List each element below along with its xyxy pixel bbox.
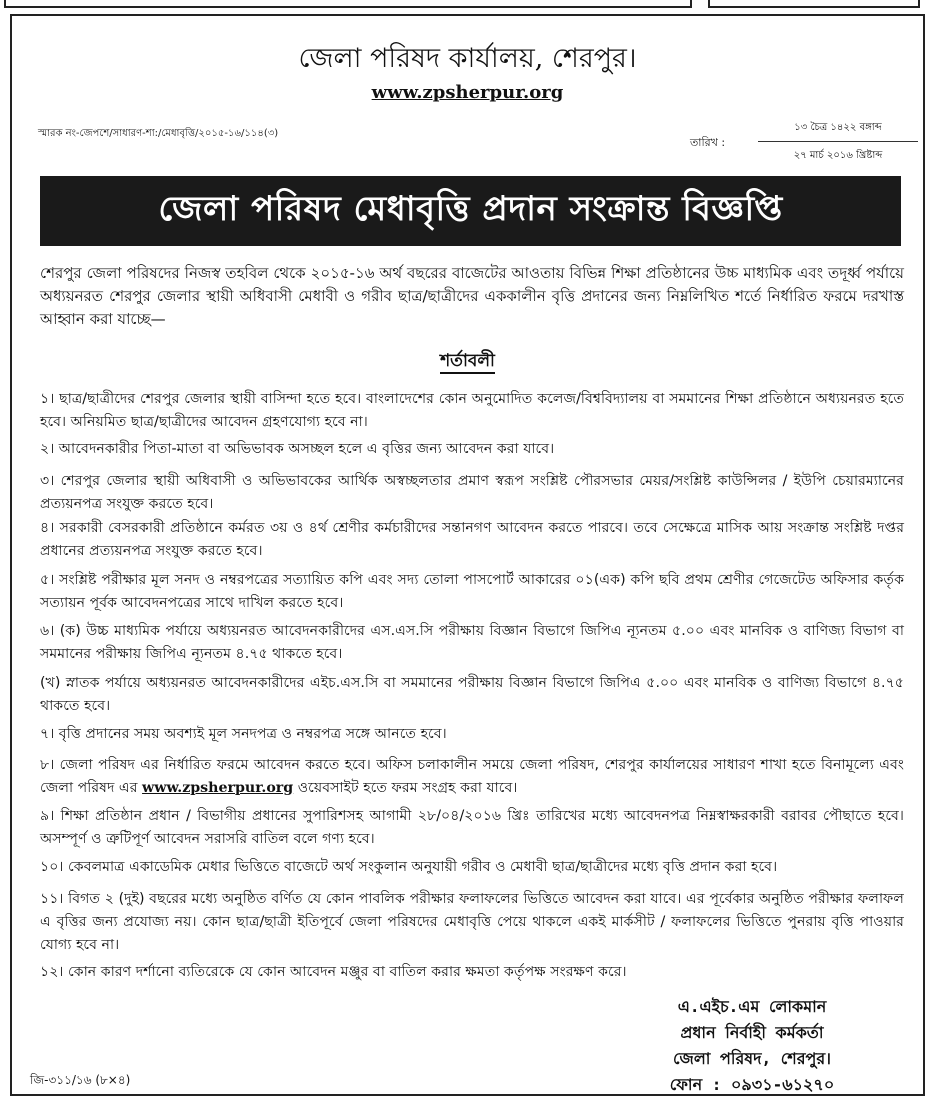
top-edge-strip	[0, 0, 939, 14]
condition-3: ৩। শেরপুর জেলার স্থায়ী অধিবাসী ও অভিভাবকের আর্থিক অস্বচ্ছলতার প্রমাণ স্বরূপ সংশ্লিষ্ট পৌরসভার মেয়র/সংশ্লিষ্ট কাউন্সিলর / ইউপি চেয়ারম্যানের প্রত্যয়নপত্র সংযুক্ত করতে হবে।	[40, 473, 904, 512]
condition-5: ৫। সংশ্লিষ্ট পরীক্ষার মূল সনদ ও নম্বরপত্রের সত্যায়িত কপি এবং সদ্য তোলা পাসপোর্ট আকারের ০১(এক) কপি ছবি প্রথম শ্রেণীর গেজেটেড অফিসার কর্তৃক সত্যায়ন পূর্বক আবেদনপত্রের সাথে দাখিল করতে হবে।	[40, 572, 904, 611]
condition-12: ১২। কোন কারণ দর্শানো ব্যতিরেকে যে কোন আবেদন মঞ্জুর বা বাতিল করার ক্ষমতা কর্তৃপক্ষ সংরক্ষণ করে।	[40, 964, 627, 980]
condition-10: ১০। কেবলমাত্র একাডেমিক মেধার ভিত্তিতে বাজেটে অর্থ সংকুলান অনুযায়ী গরীব ও মেধাবী ছাত্র/ছাত্রীদের মধ্যে বৃত্তি প্রদান করা হবে।	[40, 859, 778, 875]
date-bangla: ১৩ চৈত্র ১৪২২ বঙ্গাব্দ	[758, 120, 918, 142]
condition-8-text: ৮। জেলা পরিষদ এর নির্ধারিত ফরমে আবেদন করতে হবে। অফিস চলাকালীন সময়ে জেলা পরিষদ, শেরপুর কার্যালয়ের সাধারণ শাখা হতে বিনামূল্যে এবং জেলা পরিষদ এর	[40, 757, 904, 796]
date-label: তারিখ :	[690, 136, 726, 149]
condition-11: ১১। বিগত ২ (দুই) বছরের মধ্যে অনুষ্ঠিত বর্ণিত যে কোন পাবলিক পরীক্ষার ফলাফলের ভিত্তিতে আবেদন করা যাবে। এর পূর্বেকার অনুষ্ঠিত পরীক্ষার ফলাফল এ বৃত্তির জন্য প্রযোজ্য নয়। কোন ছাত্র/ছাত্রী ইতিপূর্বে জেলা পরিষদের মেধাবৃত্তি পেয়ে থাকলে একই মার্কসীট / ফলাফলের ভিত্তিতে পুনরায় বৃত্তি পাওয়ার যোগ্য হবে না।	[40, 891, 904, 953]
signatory-designation: প্রধান নির্বাহী কর্মকর্তা	[680, 1023, 824, 1042]
condition-4: ৪। সরকারী বেসরকারী প্রতিষ্ঠানে কর্মরত ৩য় ও ৪র্থ শ্রেণীর কর্মচারীদের সন্তানগণ আবেদন করতে পারবে। তবে সেক্ষেত্রে মাসিক আয় সংক্রান্ত সংশ্লিষ্ট দপ্তর প্রধানের প্রত্যয়নপত্র সংযুক্ত করতে হবে।	[40, 520, 904, 559]
signatory-phone: ফোন : ০৯৩১-৬১২৭০	[669, 1075, 835, 1094]
condition-2: ২। আবেদনকারীর পিতা-মাতা বা অভিভাবক অসচ্ছল হলে এ বৃত্তির জন্য আবেদন করা যাবে।	[40, 441, 555, 457]
condition-6a: ৬। (ক) উচ্চ মাধ্যমিক পর্যায়ে অধ্যয়নরত আবেদনকারীদের এস.এস.সি পরীক্ষায় বিজ্ঞান বিভাগে জিপিএ ন্যূনতম ৫.০০ এবং মানবিক ও বাণিজ্য বিভাগ বা সমমানের পরীক্ষায় জিপিএ ন্যূনতম ৪.৭৫ থাকতে হবে।	[40, 623, 904, 662]
condition-7: ৭। বৃত্তি প্রদানের সময় অবশ্যই মূল সনদপত্র ও নম্বরপত্র সঙ্গে আনতে হবে।	[40, 726, 447, 742]
memo-number: স্মারক নং-জেপশে/সাধারণ-শা:/মেধাবৃত্তি/২০১৫-১৬/১১৪(৩)	[38, 128, 279, 139]
notice-banner: জেলা পরিষদ মেধাবৃত্তি প্রদান সংক্রান্ত বিজ্ঞপ্তি	[40, 176, 901, 246]
condition-8-text-end: ওয়েবসাইট হতে ফরম সংগ্রহ করা যাবে।	[297, 780, 518, 796]
condition-8-website-link[interactable]: www.zpsherpur.org	[142, 780, 294, 796]
conditions-title-text: শর্তাবলী	[440, 351, 495, 374]
signatory-office: জেলা পরিষদ, শেরপুর।	[673, 1049, 831, 1068]
condition-1: ১। ছাত্র/ছাত্রীদের শেরপুর জেলার স্থায়ী বাসিন্দা হতে হবে। বাংলাদেশের কোন অনুমোদিত কলেজ/বিশ্ববিদ্যালয় বা সমমানের শিক্ষা প্রতিষ্ঠানে অধ্যয়নরত হতে হবে। অনিয়মিত ছাত্র/ছাত্রীদের আবেদন গ্রহণযোগ্য হবে না।	[40, 391, 904, 430]
date-box	[758, 120, 918, 165]
office-title: জেলা পরিষদ কার্যালয়, শেরপুর।	[298, 43, 637, 74]
top-edge-box-right	[708, 0, 920, 8]
condition-8	[40, 754, 904, 800]
website-link[interactable]: www.zpsherpur.org	[371, 82, 564, 103]
condition-9: ৯। শিক্ষা প্রতিষ্ঠান প্রধান / বিভাগীয় প্রধানের সুপারিশসহ আগামী ২৮/০৪/২০১৬ খ্রিঃ তারিখের মধ্যে আবেদনপত্র নিম্নস্বাক্ষরকারী বরাবর পৌছাতে হবে। অসম্পূর্ণ ও ত্রুটিপূর্ণ আবেদন সরাসরি বাতিল বলে গণ্য হবে।	[40, 808, 904, 847]
signature-block	[622, 994, 882, 1098]
conditions-title	[12, 348, 923, 376]
top-edge-box-left	[4, 0, 692, 8]
date-english: ২৭ মার্চ ২০১৬ খ্রিষ্টাব্দ	[793, 150, 883, 161]
notice-frame	[10, 14, 925, 1096]
publication-code: জি-৩১১/১৬ (৮×৪)	[30, 1073, 131, 1087]
intro-paragraph: শেরপুর জেলা পরিষদের নিজস্ব তহবিল থেকে ২০১৫-১৬ অর্থ বছরের বাজেটের আওতায় বিভিন্ন শিক্ষা প্রতিষ্ঠানের উচ্চ মাধ্যমিক এবং তদূর্ধ্ব পর্যায়ে অধ্যয়নরত শেরপুর জেলার স্থায়ী অধিবাসী মেধাবী ও গরীব ছাত্র/ছাত্রীদের এককালীন বৃত্তি প্রদানের জন্য নিম্নলিখিত শর্তে নির্ধারিত ফরমে দরখাস্ত আহ্বান করা যাচ্ছে—	[40, 264, 904, 328]
condition-6b: (খ) স্নাতক পর্যায়ে অধ্যয়নরত আবেদনকারীদের এইচ.এস.সি বা সমমানের পরীক্ষায় বিজ্ঞান বিভাগে জিপিএ ৫.০০ এবং মানবিক ও বাণিজ্য বিভাগে ৪.৭৫ থাকতে হবে।	[40, 675, 904, 714]
signatory-name: এ.এইচ.এম লোকমান	[677, 997, 827, 1016]
